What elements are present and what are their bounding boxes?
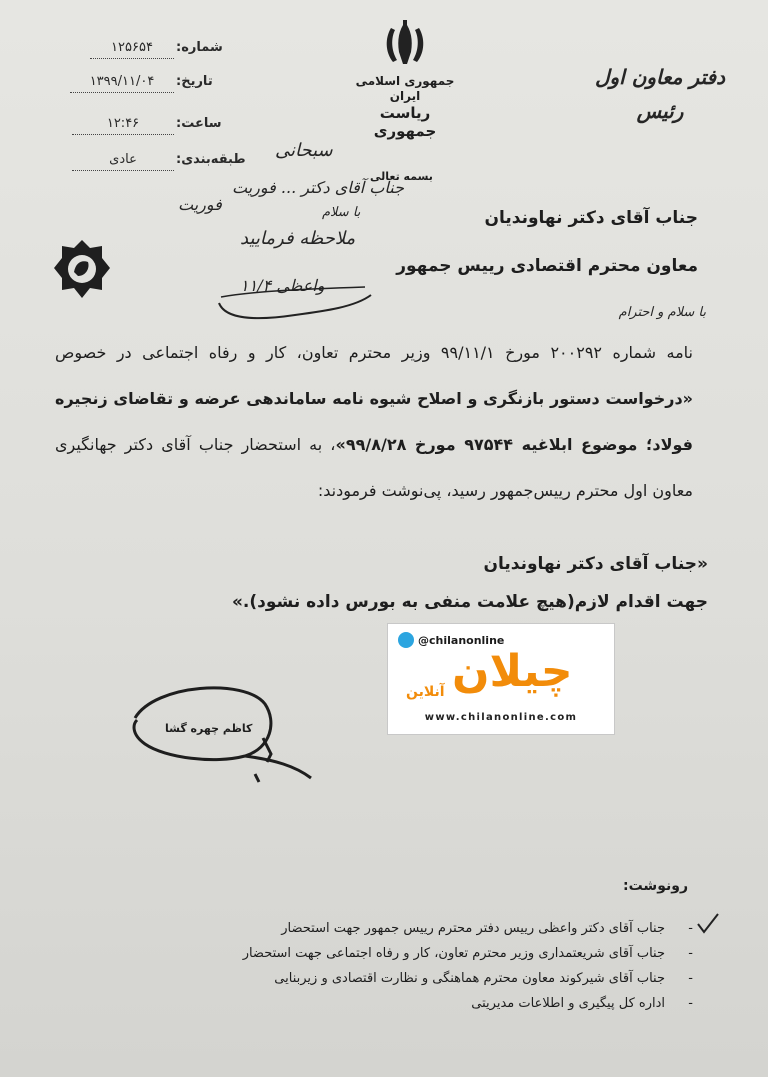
addressee-title: معاون محترم اقتصادی رییس جمهور (396, 256, 698, 276)
number-label: شماره: (176, 40, 223, 55)
classification-label: طبقه‌بندی: (176, 152, 246, 167)
body-intro: نامه شماره ۲۰۰۲۹۲ مورخ ۹۹/۱۱/۱ وزیر محترم تعاون، کار و رفاه اجتماعی در خصوص (55, 343, 694, 362)
addressee-name: جناب آقای دکتر نهاوندیان (484, 208, 698, 228)
office-title-line1: دفتر معاون اول (594, 65, 725, 89)
list-item: - جناب آقای دکتر واعظی رییس دفتر محترم رییس جمهور جهت استحضار (281, 921, 693, 936)
list-item: - جناب آقای شریعتمداری وزیر محترم تعاون، کار و رفاه اجتماعی جهت استحضار (242, 946, 693, 961)
margin-note-line5: واعظی ۱۱/۴ (240, 276, 325, 295)
watermark-handle: @chilanonline (418, 634, 505, 647)
body-subject: «درخواست دستور بازنگری و اصلاح شیوه نامه ساماندهی عرضه و تقاضای زنجیره فولاد؛ موضوع ابلاغیه ۹۷۵۴۴ مورخ ۹۹/۸/۲۸» (55, 389, 694, 454)
quote-line1: «جناب آقای دکتر نهاوندیان (483, 554, 708, 574)
secretariat-seal-icon (52, 238, 112, 300)
telegram-icon (398, 632, 414, 648)
emblem-line1: جمهوری اسلامی ایران (355, 74, 455, 103)
state-emblem (350, 18, 460, 140)
classification-value: عادی (72, 152, 174, 171)
office-title (590, 60, 730, 128)
watermark-badge (387, 623, 615, 735)
margin-note-line1: سبحانی (275, 140, 333, 161)
cc-list (133, 916, 693, 1016)
list-item: - اداره کل پیگیری و اطلاعات مدیریتی (471, 996, 693, 1011)
urgency-handwritten: فوریت (178, 195, 222, 214)
date-value: ۱۳۹۹/۱۱/۰۴ (70, 74, 174, 93)
date-label: تاریخ: (176, 74, 213, 89)
margin-note-line4: ملاحظه فرمایید (240, 228, 356, 249)
greeting: با سلام و احترام (618, 305, 706, 320)
cc-title: رونوشت: (623, 878, 688, 894)
watermark-sub: آنلاین (406, 684, 445, 700)
time-label: ساعت: (176, 116, 222, 131)
emblem-line2: ریاست جمهوری (373, 104, 437, 140)
quote-line2: جهت اقدام لازم(هیچ علامت منفی به بورس داده نشود).» (231, 592, 708, 612)
margin-note-line2: جناب آقای دکتر ... فوریت (232, 178, 404, 197)
signer-name: کاظم چهره گشا (165, 722, 253, 735)
office-title-line2: رئیس (636, 99, 684, 123)
number-value: ۱۲۵۶۵۴ (90, 40, 174, 59)
emblem-icon (381, 18, 429, 70)
watermark-site: www.chilanonline.com (424, 712, 578, 723)
check-mark-icon (696, 912, 720, 934)
basmala: بسمه تعالی (370, 170, 433, 183)
letter-body (55, 330, 693, 514)
handwritten-flourish (215, 285, 375, 325)
body-tail: ، به استحضار جناب آقای دکتر جهانگیری معاون اول محترم رییس‌جمهور رسید، پی‌نوشت فرمودند: (55, 435, 693, 500)
list-item: - جناب آقای شیرکوند معاون محترم هماهنگی و نظارت اقتصادی و زیربنایی (274, 971, 693, 986)
time-value: ۱۲:۴۶ (72, 116, 174, 135)
margin-note-line3: با سلام (322, 205, 361, 220)
watermark-brand: چیلان (452, 646, 573, 697)
